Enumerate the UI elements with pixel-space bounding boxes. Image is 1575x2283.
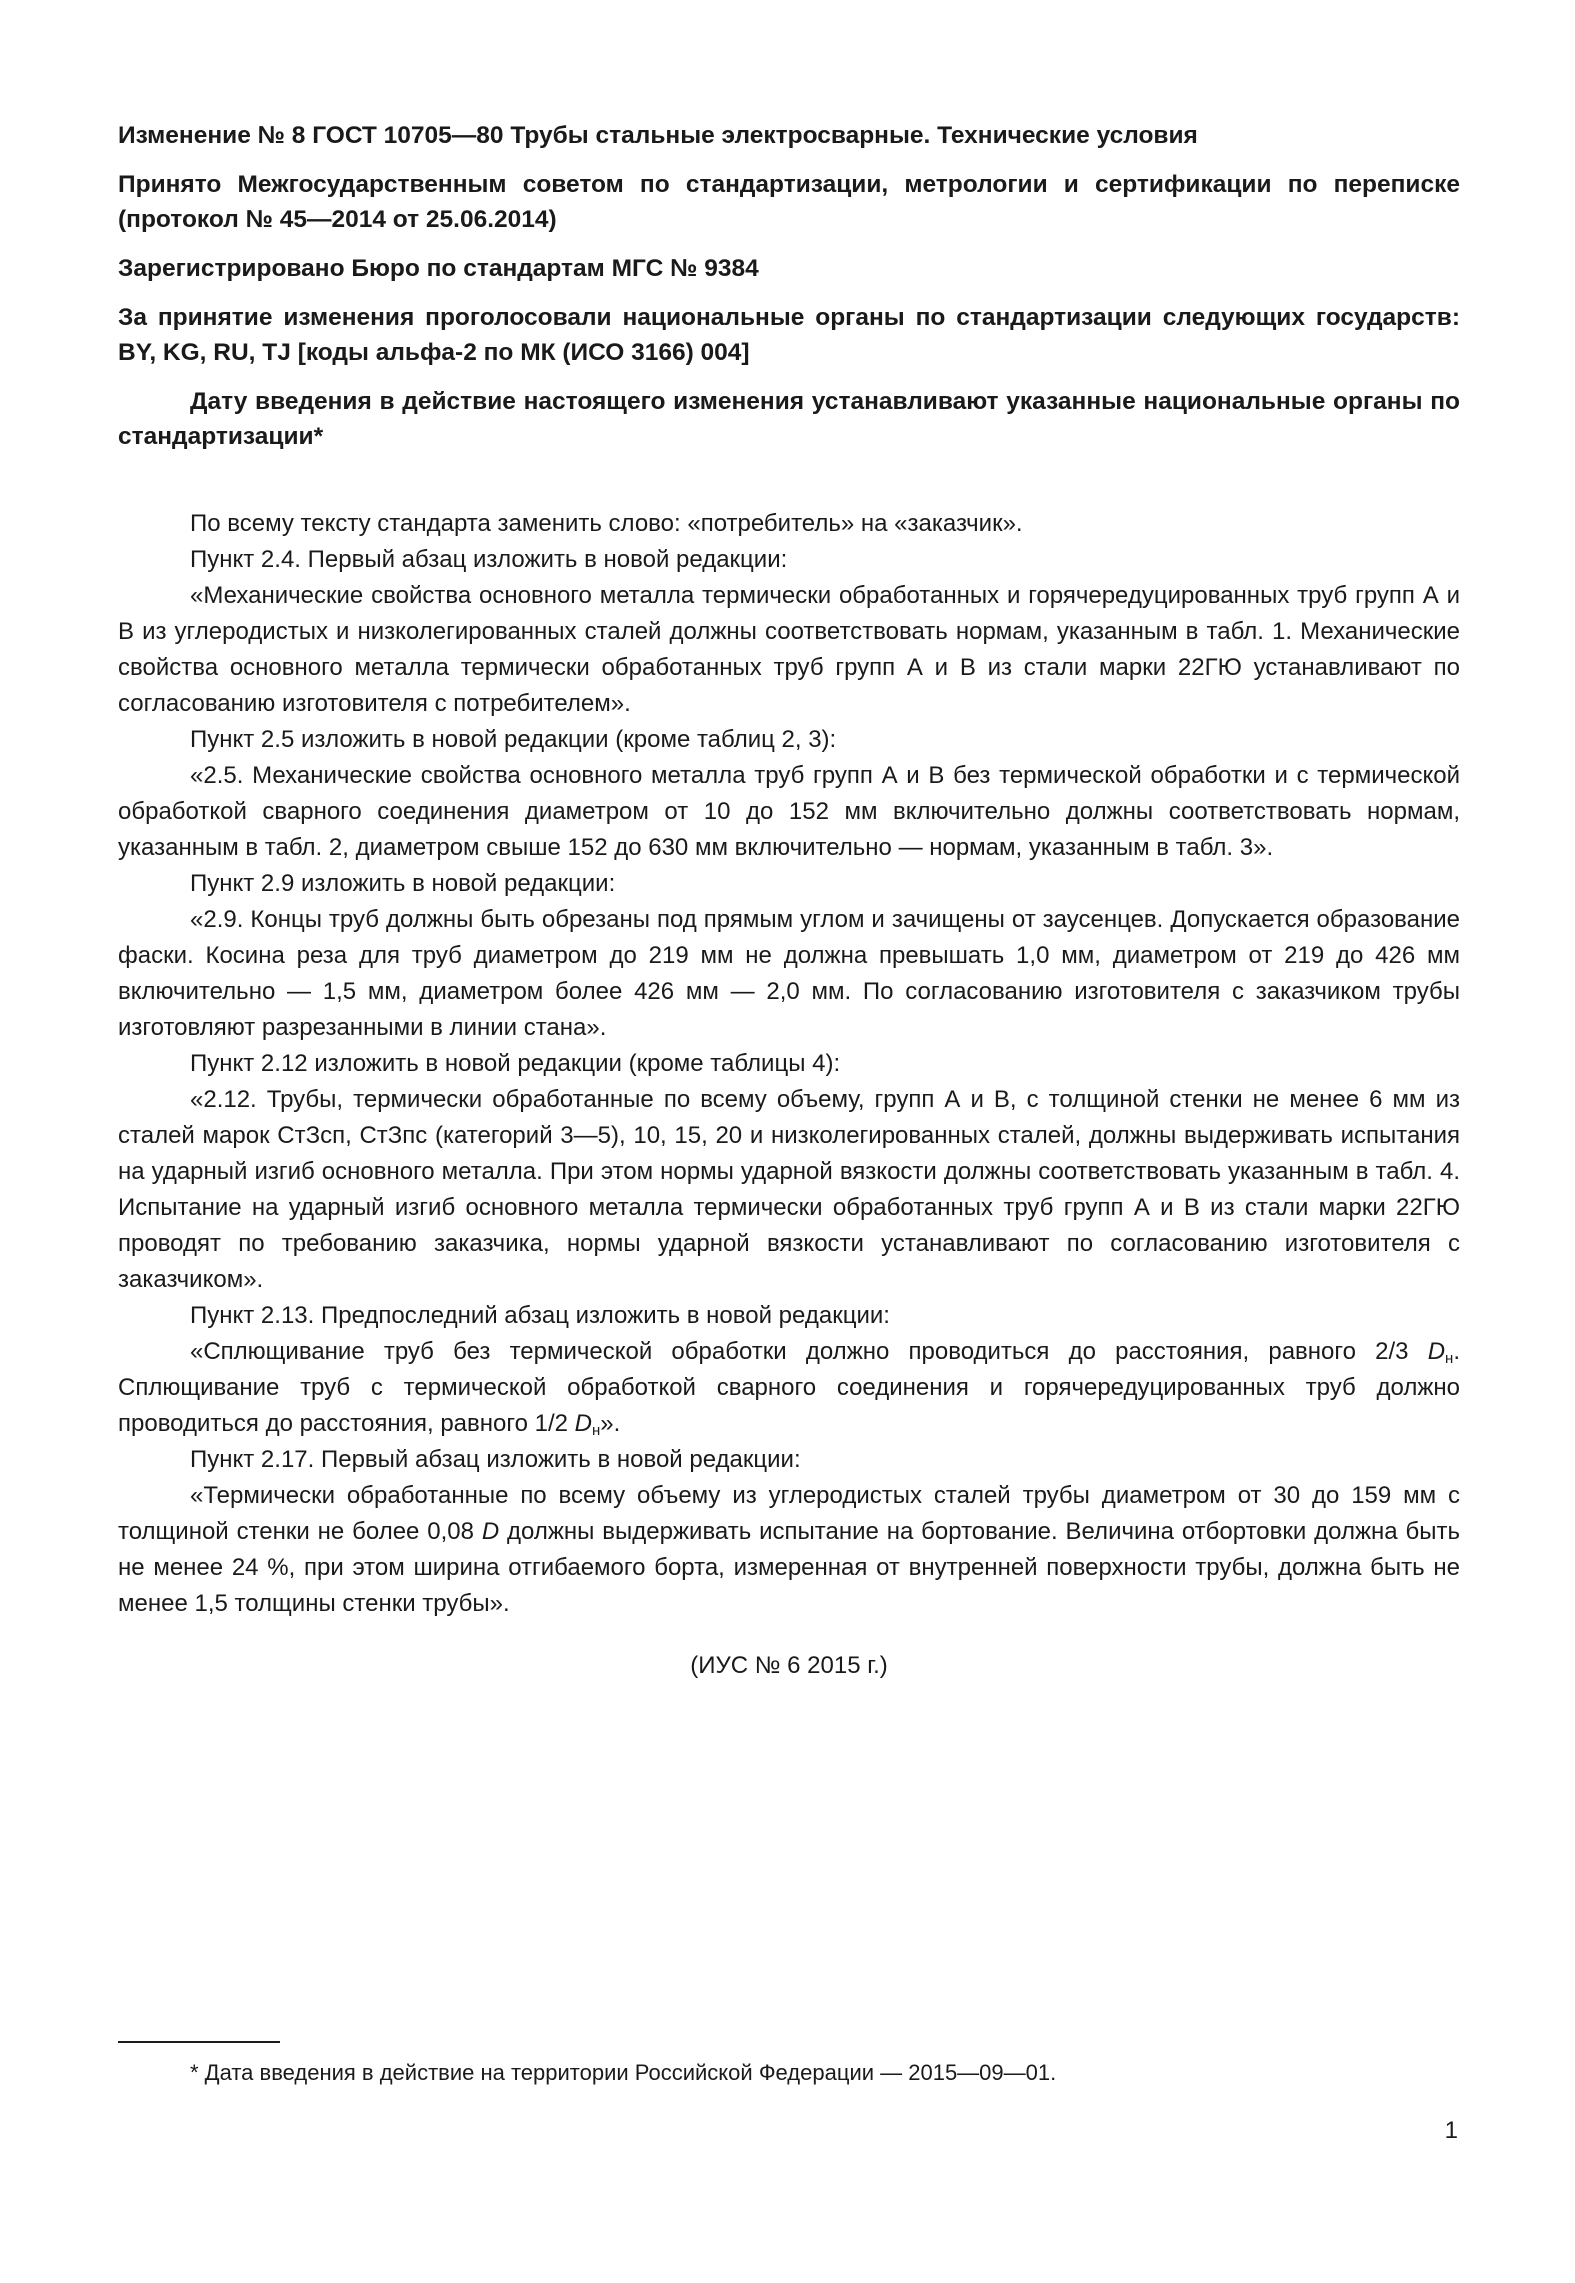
page-number: 1 [1444, 2117, 1458, 2144]
paragraph: Пункт 2.4. Первый абзац изложить в новой редакции: [190, 546, 788, 573]
text-fragment: «Термически обработанные по всему объему из углеродистых сталей трубы диаметром от 30 до 159 мм с толщиной стенки не более 0,08 [118, 1482, 1460, 1545]
paragraph: «Механические свойства основного металла термически обработанных и горячередуцированных труб групп А и В из углеродистых и низколегированных сталей должны соответствовать нормам, указанным в табл. 1. Механические свойства основного металла термически обработанных труб групп А и В из стали марки 22ГЮ устанавливают по согласованию изготовителя с потребителем». [118, 582, 1460, 717]
text-fragment: ». [600, 1410, 621, 1437]
effective-date-note: Дату введения в действие настоящего изменения устанавливают указанные национальные органы по стандартизации* [118, 388, 1460, 450]
voting-note: За принятие изменения проголосовали национальные органы по стандартизации следующих государств: BY, KG, RU, TJ [коды альфа-2 по МК (ИСО 3166) 004] [118, 304, 1460, 366]
registration-note: Зарегистрировано Бюро по стандартам МГС № 9384 [118, 255, 759, 282]
paragraph-flanging [118, 1478, 1460, 1622]
paragraph-flattening [118, 1334, 1460, 1442]
diameter-subscript: н [592, 1422, 601, 1439]
paragraph: Пункт 2.13. Предпоследний абзац изложить в новой редакции: [190, 1302, 890, 1329]
footnote-divider [118, 2041, 280, 2043]
amendment-title: Изменение № 8 ГОСТ 10705—80 Трубы стальные электросварные. Технические условия [118, 122, 1198, 149]
paragraph: «2.12. Трубы, термически обработанные по всему объему, групп А и В, с толщиной стенки не менее 6 мм из сталей марок СтЗсп, СтЗпс (категорий 3—5), 10, 15, 20 и низколегированных сталей, должны выдерживать испытания на ударный изгиб основного металла. При этом нормы ударной вязкости должны соответствовать указанным в табл. 4. Испытание на ударный изгиб основного металла термически обработанных труб групп А и В из стали марки 22ГЮ проводят по требованию заказчика, нормы ударной вязкости устанавливают по согласованию изготовителя с заказчиком». [118, 1086, 1460, 1293]
paragraph: Пункт 2.9 изложить в новой редакции: [190, 870, 616, 897]
section-gap [118, 468, 1460, 506]
adoption-note: Принято Межгосударственным советом по стандартизации, метрологии и сертификации по переписке (протокол № 45—2014 от 25.06.2014) [118, 171, 1460, 233]
paragraph: «2.5. Механические свойства основного металла труб групп А и В без термической обработки и с термической обработкой сварного соединения диаметром от 10 до 152 мм включительно должны соответствовать нормам, указанным в табл. 2, диаметром свыше 152 до 630 мм включительно — нормам, указанным в табл. 3». [118, 762, 1460, 861]
text-fragment: . Сплющивание труб с термической обработкой сварного соединения и горячередуцированных труб должно проводиться до расстояния, равного 1/2 [118, 1338, 1460, 1437]
diameter-symbol: D [1427, 1338, 1446, 1365]
diameter-subscript: н [1445, 1350, 1454, 1367]
paragraph: Пункт 2.5 изложить в новой редакции (кроме таблиц 2, 3): [190, 726, 837, 753]
paragraph: По всему тексту стандарта заменить слово: «потребитель» на «заказчик». [190, 510, 1023, 537]
paragraph: Пункт 2.17. Первый абзац изложить в новой редакции: [190, 1446, 801, 1473]
paragraph: Пункт 2.12 изложить в новой редакции (кроме таблицы 4): [190, 1050, 841, 1077]
paragraph: «2.9. Концы труб должны быть обрезаны под прямым углом и зачищены от заусенцев. Допускается образование фаски. Косина реза для труб диаметром до 219 мм не должна превышать 1,0 мм, диаметром от 219 до 426 мм включительно — 1,5 мм, диаметром более 426 мм — 2,0 мм. По согласованию изготовителя с заказчиком трубы изготовляют разрезанными в линии стана». [118, 906, 1460, 1041]
diameter-symbol: D [574, 1410, 592, 1437]
diameter-symbol: D [481, 1518, 500, 1545]
footnote: * Дата введения в действие на территории Российской Федерации — 2015—09—01. [190, 2060, 1057, 2085]
text-fragment: «Сплющивание труб без термической обработки должно проводиться до расстояния, равного 2/3 [190, 1338, 1428, 1365]
ius-reference: (ИУС № 6 2015 г.) [690, 1652, 888, 1679]
document-content [118, 118, 1460, 1708]
text-fragment: должны выдерживать испытание на бортование. Величина отбортовки должна быть не менее 24 %, при этом ширина отгибаемого борта, измеренная от внутренней поверхности трубы, должна быть не менее 1,5 толщины стенки трубы». [118, 1518, 1460, 1617]
